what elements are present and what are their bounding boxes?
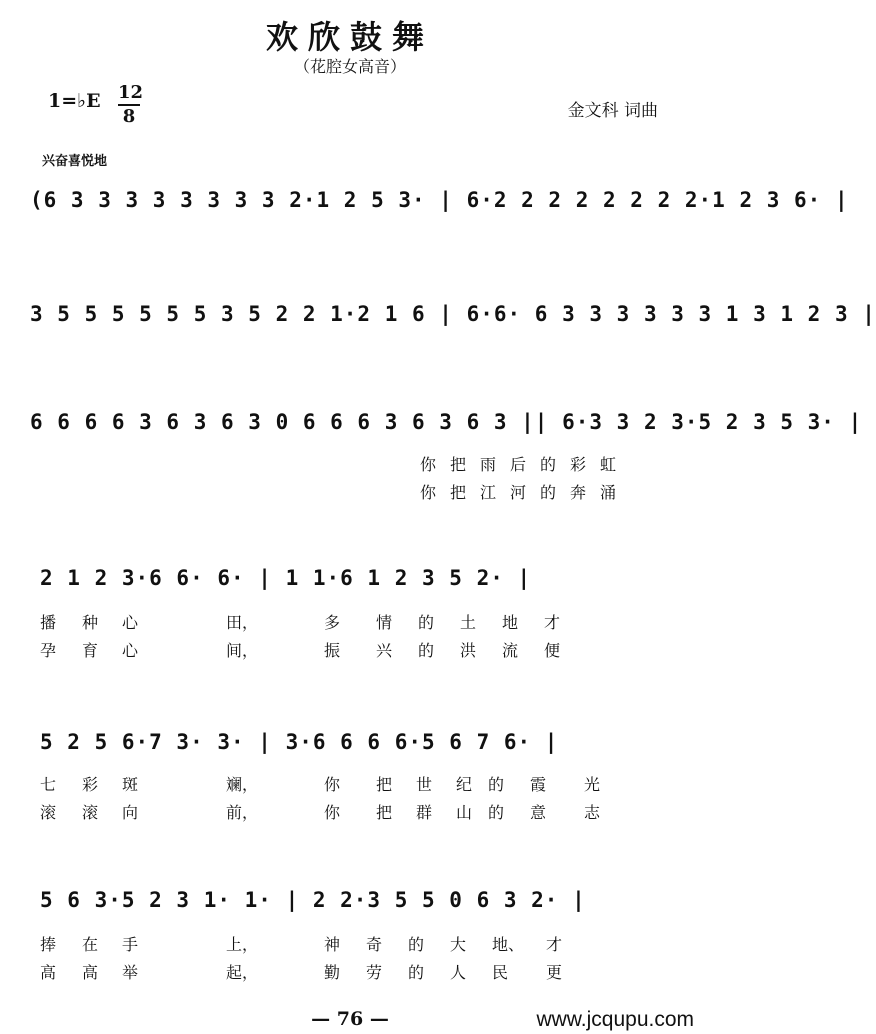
- author-credit: 金文科 词曲: [567, 101, 658, 121]
- lyric-verse2-line4: 孕 育 心 间， 振 兴 的 洪 流 便: [40, 641, 561, 660]
- page-number: — 76 —: [311, 1008, 389, 1030]
- lyric-verse1-line6: 捧 在 手 上， 神 奇 的 大 地、 才: [40, 935, 563, 954]
- watermark: www.jcqupu.com: [536, 1008, 694, 1031]
- lyric-verse2-line6: 高 高 举 起， 勤 劳 的 人 民 更: [40, 963, 563, 982]
- lyric-verse2-line3: 你把江河的奔涌: [420, 483, 631, 502]
- score-line-4: 2 1 2 3·6 6· 6· | 1 1·6 1 2 3 5 2· |: [40, 566, 532, 590]
- tempo-marking: 兴奋喜悦地: [42, 154, 108, 169]
- score-line-3: 6 6 6 6 3 6 3 6 3 0 6 6 6 3 6 3 6 3 || 6·3 3 2 3·5 2 3 5 3· |: [30, 410, 863, 434]
- score-line-6: 5 6 3·5 2 3 1· 1· | 2 2·3 5 5 0 6 3 2· |: [40, 888, 586, 912]
- score-line-5: 5 2 5 6·7 3· 3· | 3·6 6 6 6·5 6 7 6· |: [40, 730, 559, 754]
- lyric-verse2-line5: 滚 滚 向 前， 你 把 群 山 的 意 志: [40, 803, 601, 822]
- key-signature: 1=♭E: [48, 90, 101, 112]
- lyric-verse1-line4: 播 种 心 田， 多 情 的 土 地 才: [40, 613, 561, 632]
- lyric-verse1-line3: 你把雨后的彩虹: [420, 455, 631, 474]
- lyric-verse1-line5: 七 彩 斑 斓， 你 把 世 纪 的 霞 光: [40, 775, 601, 794]
- score-line-1: (6 3 3 3 3 3 3 3 3 2·1 2 5 3· | 6·2 2 2 2 2 2 2 2·1 2 3 6· |: [30, 188, 849, 212]
- voice-type: （花腔女高音）: [293, 57, 406, 76]
- time-signature: [118, 82, 144, 128]
- song-title: 欢欣鼓舞: [265, 18, 434, 56]
- time-denominator: 8: [118, 104, 140, 128]
- score-line-2: 3 5 5 5 5 5 5 3 5 2 2 1·2 1 6 | 6·6· 6 3 3 3 3 3 3 1 3 1 2 3 |: [30, 302, 876, 326]
- time-numerator: 12: [118, 82, 144, 103]
